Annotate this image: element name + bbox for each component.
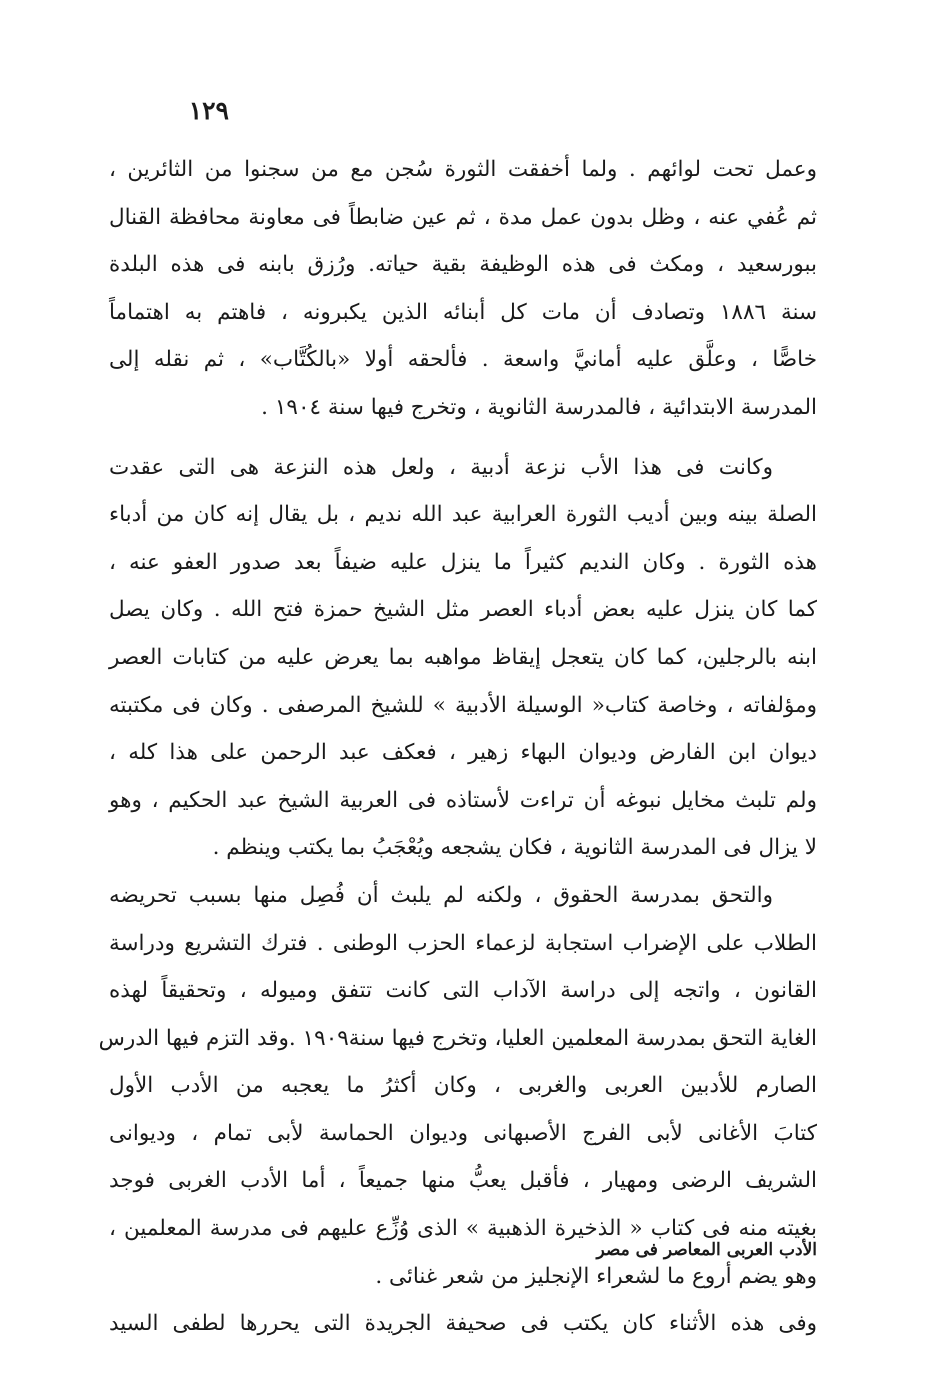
paragraph-3: [98, 872, 817, 1300]
text-line: ببورسعيد ، ومكث فى هذه الوظيفة بقية حياته. ورُزق بابنه فى هذه البلدة: [109, 252, 817, 278]
text-line: سنة ١٨٨٦ وتصادف أن مات كل أبنائه الذين يكبرونه ، فاهتم به اهتماماً: [109, 299, 817, 325]
text-line: القانون ، واتجه إلى دراسة الآداب التى كانت تتفق وميوله ، وتحقيقاً لهذه: [109, 978, 817, 1004]
text-line: بغيته منه فى كتاب « الذخيرة الذهبية » الذى وُزِّع عليهم فى مدرسة المعلمين ،: [109, 1216, 817, 1242]
text-line: الشريف الرضى ومهيار ، فأقبل يعبُّ منها جميعاً ، أما الأدب الغربى فوجد: [109, 1168, 817, 1194]
text-line: وكانت فى هذا الأب نزعة أدبية ، ولعل هذه النزعة هى التى عقدت: [109, 454, 773, 480]
text-line: كتابَ الأغانى لأبى الفرج الأصبهانى وديوان الحماسة لأبى تمام ، وديوانى: [109, 1120, 817, 1146]
text-line: ثم عُفي عنه ، وظل بدون عمل مدة ، ثم عين ضابطاً فى معاونة محافظة القنال: [109, 204, 817, 230]
book-title-footer: الأدب العربى المعاصر فى مصر: [596, 1240, 817, 1260]
text-line: الصارم للأدبين العربى والغربى ، وكان أكثرُ ما يعجبه من الأدب الأول: [109, 1073, 817, 1099]
text-line: كما كان ينزل عليه بعض أدباء العصر مثل الشيخ حمزة فتح الله . وكان يصل: [109, 597, 817, 623]
page-number: ١٢٩: [188, 96, 229, 125]
text-line: ديوان ابن الفارض وديوان البهاء زهير ، فعكف عبد الرحمن على هذا كله ،: [109, 740, 817, 766]
paragraph-4: [109, 1300, 817, 1348]
text-line: وهو يضم أروع ما لشعراء الإنجليز من شعر غنائى .: [375, 1263, 817, 1289]
text-line: خاصًّا ، وعلَّق عليه أمانيَّ واسعة . فألحقه أولا «بالكُتَّاب» ، ثم نقله إلى: [109, 347, 817, 373]
text-line: لا يزال فى المدرسة الثانوية ، فكان يشجعه ويُعْجَبُ بما يكتب وينظم .: [212, 835, 817, 861]
paragraph-2: [109, 444, 817, 872]
text-line: ابنه بالرجلين، كما كان يتعجل إيقاظ مواهبه بما يعرض عليه من كتابات العصر: [109, 644, 817, 670]
text-line: وفى هذه الأثناء كان يكتب فى صحيفة الجريدة التى يحررها لطفى السيد: [109, 1311, 817, 1337]
text-line: ولم تلبث مخايل نبوغه أن تراءت لأستاذه فى العربية الشيخ عبد الحكيم ، وهو: [109, 787, 817, 813]
text-line: المدرسة الابتدائية ، فالمدرسة الثانوية ، وتخرج فيها سنة ١٩٠٤ .: [261, 394, 817, 420]
text-line: وعمل تحت لوائهم . ولما أخفقت الثورة سُجن مع من سجنوا من الثائرين ،: [109, 157, 817, 182]
text-line: والتحق بمدرسة الحقوق ، ولكنه لم يلبث أن فُصِل منها بسبب تحريضه: [109, 882, 773, 908]
text-line: هذه الثورة . وكان النديم كثيراً ما ينزل عليه ضيفاً بعد صدور العفو عنه ،: [109, 549, 817, 575]
text-line: الطلاب على الإضراب استجابة لزعماء الحزب الوطنى . فترك التشريع ودراسة: [109, 930, 817, 956]
paragraph-1: [109, 146, 817, 432]
text-line: ومؤلفاته ، وخاصة كتاب« الوسيلة الأدبية » للشيخ المرصفى . وكان فى مكتبته: [109, 692, 817, 718]
text-line: الغاية التحق بمدرسة المعلمين العليا، وتخرج فيها سنة١٩٠٩ .وقد التزم فيها الدرس: [98, 1025, 817, 1051]
body-text: [98, 146, 817, 1348]
text-line: الصلة بينه وبين أديب الثورة العرابية عبد الله نديم ، بل يقال إنه كان من أدباء: [109, 502, 817, 528]
